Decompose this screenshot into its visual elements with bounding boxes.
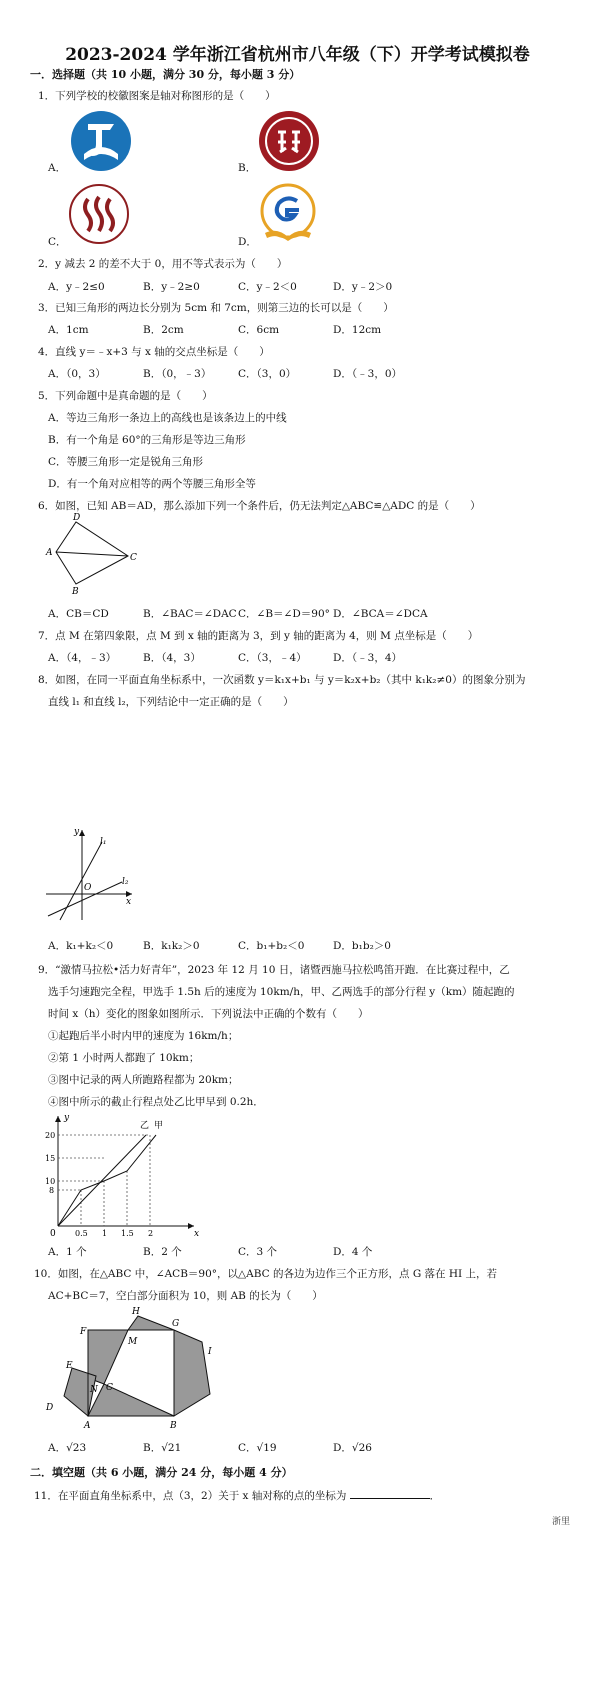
q1-option-c[interactable]: C．	[48, 236, 67, 248]
q8-option-d[interactable]: D．b₁b₂＞0	[333, 940, 391, 952]
q8-option-a[interactable]: A．k₁+k₂＜0	[48, 940, 114, 952]
q6-option-b[interactable]: B．∠BAC＝∠DAC	[143, 608, 237, 620]
q10-label-g: G	[172, 1319, 180, 1329]
q8-y-label: y	[74, 827, 80, 837]
q9-ytick-15: 15	[45, 1154, 56, 1163]
q8-stem-line2: 直线 l₁ 和直线 l₂，下列结论中一定正确的是（ ）	[48, 696, 294, 708]
q6-stem: 6．如图，已知 AB＝AD，那么添加下列一个条件后，仍无法判定△ABC≌△ADC 的是（ ）	[38, 500, 481, 512]
q9-graph	[44, 1112, 204, 1239]
q2-option-d[interactable]: D．y﹣2＞0	[333, 281, 393, 293]
q5-option-d[interactable]: D．有一个角对应相等的两个等腰三角形全等	[48, 478, 256, 490]
q11-end: ．	[429, 1490, 441, 1502]
q9-xtick-2: 2	[148, 1229, 154, 1238]
q10-option-b[interactable]: B．√21	[143, 1442, 182, 1454]
q3-option-c[interactable]: C．6cm	[238, 324, 280, 336]
q1-option-d[interactable]: D．	[238, 236, 257, 248]
q11-stem: 11．在平面直角坐标系中，点（3，2）关于 x 轴对称的点的坐标为	[34, 1490, 347, 1502]
q8-coordinate-figure	[44, 824, 144, 924]
q4-option-a[interactable]: A．（0，3）	[48, 368, 106, 380]
q10-squares-figure	[44, 1306, 224, 1430]
logo-d-icon	[257, 183, 319, 245]
q9-y-label: y	[64, 1113, 70, 1123]
page-title: 2023-2024 学年浙江省杭州市八年级（下）开学考试模拟卷	[65, 45, 530, 65]
q4-option-b[interactable]: B．（0，﹣3）	[143, 368, 212, 380]
q10-option-d[interactable]: D．√26	[333, 1442, 372, 1454]
q9-xtick-0-5: 0.5	[75, 1229, 88, 1238]
q6-label-b: B	[72, 587, 79, 597]
q9-xtick-1-5: 1.5	[121, 1229, 134, 1238]
q9-x-label: x	[194, 1229, 200, 1239]
q4-option-d[interactable]: D．（﹣3，0）	[333, 368, 403, 380]
q2-stem: 2．y 减去 2 的差不大于 0，用不等式表示为（ ）	[38, 258, 288, 270]
q2-option-b[interactable]: B．y﹣2≥0	[143, 281, 200, 293]
section-fill-heading: 二．填空题（共 6 小题，满分 24 分，每小题 4 分）	[30, 1466, 293, 1479]
q11-answer-blank[interactable]	[350, 1488, 430, 1499]
q10-label-d: D	[46, 1403, 54, 1413]
q9-series-jia: 甲	[154, 1121, 164, 1131]
q8-l1-label: l₁	[100, 837, 107, 847]
q2-option-c[interactable]: C．y﹣2＜0	[238, 281, 297, 293]
q3-option-d[interactable]: D．12cm	[333, 324, 382, 336]
q10-label-h: H	[132, 1307, 140, 1317]
q5-option-c[interactable]: C．等腰三角形一定是锐角三角形	[48, 456, 204, 468]
q8-origin-label: O	[84, 883, 92, 893]
q10-label-n: N	[90, 1385, 98, 1395]
q5-option-a[interactable]: A．等边三角形一条边上的高线也是该条边上的中线	[48, 412, 287, 424]
q7-option-b[interactable]: B．（4，3）	[143, 652, 201, 664]
q9-xtick-1: 1	[102, 1229, 108, 1238]
q9-statement-4: ④图中所示的截止行程点处乙比甲早到 0.2h．	[48, 1096, 264, 1108]
q7-option-c[interactable]: C．（3，﹣4）	[238, 652, 307, 664]
q9-stem-line3: 时间 x（h）变化的图象如图所示．下列说法中正确的个数有（ ）	[48, 1008, 369, 1020]
q2-option-a[interactable]: A．y﹣2≤0	[48, 281, 105, 293]
q9-origin-label: 0	[50, 1229, 56, 1239]
q6-option-a[interactable]: A．CB＝CD	[48, 608, 109, 620]
q11-line	[34, 1488, 440, 1503]
q9-statement-2: ②第 1 小时两人都跑了 10km；	[48, 1052, 200, 1064]
q8-x-label: x	[126, 897, 132, 907]
q6-figure	[40, 512, 150, 597]
q8-option-b[interactable]: B．k₁k₂＞0	[143, 940, 200, 952]
q6-option-d[interactable]: D．∠BCA＝∠DCA	[333, 608, 428, 620]
q10-label-m: M	[128, 1337, 138, 1347]
q8-l2-label: l₂	[122, 877, 129, 887]
q10-option-a[interactable]: A．√23	[48, 1442, 87, 1454]
q10-stem-line2: AC+BC＝7，空白部分面积为 10，则 AB 的长为（ ）	[48, 1290, 323, 1302]
q9-ytick-10: 10	[45, 1177, 56, 1186]
q9-statement-1: ①起跑后半小时内甲的速度为 16km/h；	[48, 1030, 239, 1042]
q7-option-a[interactable]: A．（4，﹣3）	[48, 652, 117, 664]
q1-stem: 1．下列学校的校徽图案是轴对称图形的是（ ）	[38, 90, 276, 102]
q5-option-b[interactable]: B．有一个角是 60°的三角形是等边三角形	[48, 434, 246, 446]
q9-stem-line1: 9．“激情马拉松•活力好青年”，2023 年 12 月 10 日，诸暨西施马拉松鸣笛开跑．在比赛过程中，乙	[38, 964, 510, 976]
q4-stem: 4．直线 y＝﹣x+3 与 x 轴的交点坐标是（ ）	[38, 346, 270, 358]
logo-b-icon	[258, 110, 320, 172]
q10-option-c[interactable]: C．√19	[238, 1442, 277, 1454]
q3-option-b[interactable]: B．2cm	[143, 324, 184, 336]
q10-label-i: I	[208, 1347, 212, 1357]
q3-option-a[interactable]: A．1cm	[48, 324, 89, 336]
q4-option-c[interactable]: C．（3，0）	[238, 368, 297, 380]
q6-option-c[interactable]: C．∠B＝∠D＝90°	[238, 608, 330, 620]
q3-stem: 3．已知三角形的两边长分别为 5cm 和 7cm，则第三边的长可以是（ ）	[38, 302, 394, 314]
q10-label-a: A	[84, 1421, 91, 1431]
logo-a-icon	[70, 110, 132, 172]
q9-option-b[interactable]: B．2 个	[143, 1246, 182, 1258]
q1-option-b[interactable]: B．	[238, 162, 257, 174]
logo-c-icon	[68, 183, 130, 245]
q10-label-e: E	[66, 1361, 73, 1371]
section-choice-heading: 一．选择题（共 10 小题，满分 30 分，每小题 3 分）	[30, 68, 301, 81]
q9-stem-line2: 选手匀速跑完全程，甲选手 1.5h 后的速度为 10km/h，甲、乙两选手的部分行程 y（km）随起跑的	[48, 986, 515, 998]
q9-ytick-8: 8	[49, 1186, 55, 1195]
q9-option-d[interactable]: D．4 个	[333, 1246, 373, 1258]
page-footer: 浙里	[552, 1517, 571, 1527]
q8-option-c[interactable]: C．b₁+b₂＜0	[238, 940, 305, 952]
q9-ytick-20: 20	[45, 1131, 56, 1140]
q10-label-b: B	[170, 1421, 177, 1431]
q9-series-yi: 乙	[140, 1121, 150, 1131]
q9-option-a[interactable]: A．1 个	[48, 1246, 87, 1258]
q8-stem-line1: 8．如图，在同一平面直角坐标系中，一次函数 y＝k₁x+b₁ 与 y＝k₂x+b₂（其中 k₁k₂≠0）的图象分别为	[38, 674, 526, 686]
q7-option-d[interactable]: D．（﹣3，4）	[333, 652, 403, 664]
q6-label-d: D	[73, 513, 81, 523]
q10-label-f: F	[80, 1327, 87, 1337]
q9-statement-3: ③图中记录的两人所跑路程都为 20km；	[48, 1074, 239, 1086]
q6-label-c: C	[130, 553, 137, 563]
q10-label-c: C	[106, 1383, 113, 1393]
q5-stem: 5．下列命题中是真命题的是（ ）	[38, 390, 213, 402]
q6-label-a: A	[46, 548, 53, 558]
q1-option-a[interactable]: A．	[48, 162, 67, 174]
q10-stem-line1: 10．如图，在△ABC 中，∠ACB＝90°，以△ABC 的各边为边作三个正方形，点 G 落在 HI 上，若	[34, 1268, 498, 1280]
q9-option-c[interactable]: C．3 个	[238, 1246, 278, 1258]
q7-stem: 7．点 M 在第四象限，点 M 到 x 轴的距离为 3，到 y 轴的距离为 4，则 M 点坐标是（ ）	[38, 630, 479, 642]
